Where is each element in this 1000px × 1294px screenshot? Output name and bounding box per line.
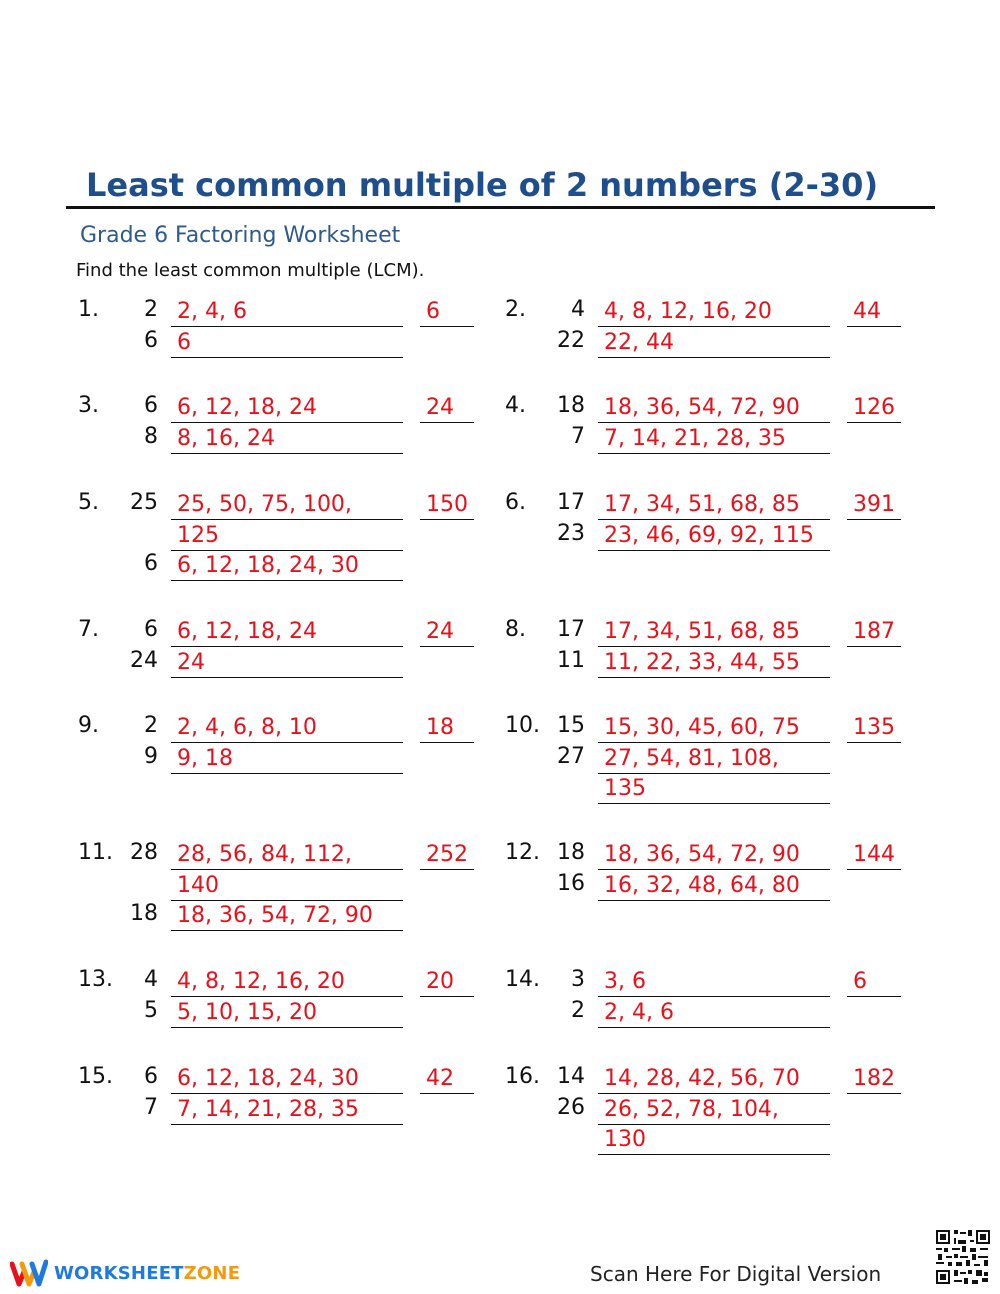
multiples-b-line[interactable]: 9, 18	[171, 744, 403, 774]
number-b: 2	[571, 997, 585, 1023]
problem-number: 14.	[505, 967, 540, 992]
multiples-b-line[interactable]: 16, 32, 48, 64, 80	[598, 871, 830, 901]
problem-10	[505, 713, 945, 803]
worksheet-subtitle: Grade 6 Factoring Worksheet	[80, 223, 401, 248]
problem-1	[78, 297, 518, 387]
problem-number: 10.	[505, 713, 540, 738]
multiples-a-line[interactable]: 2, 4, 6, 8, 10	[171, 713, 403, 743]
worksheet-title: Least common multiple of 2 numbers (2-30)	[86, 166, 879, 204]
multiples-b-line[interactable]: 27, 54, 81, 108,	[598, 744, 830, 774]
number-b: 11	[557, 647, 585, 673]
problem-number: 1.	[78, 297, 99, 322]
number-a: 2	[144, 713, 158, 738]
multiples-a-line[interactable]: 6, 12, 18, 24, 30	[171, 1064, 403, 1094]
lcm-answer[interactable]: 20	[420, 967, 474, 997]
multiples-b-line[interactable]: 11, 22, 33, 44, 55	[598, 648, 830, 678]
lcm-answer[interactable]: 187	[847, 617, 901, 647]
lcm-answer[interactable]: 18	[420, 713, 474, 743]
problem-number: 13.	[78, 967, 113, 992]
multiples-b-line[interactable]: 130	[598, 1125, 830, 1155]
multiples-a-line[interactable]: 17, 34, 51, 68, 85	[598, 617, 830, 647]
number-b: 26	[557, 1094, 585, 1120]
title-divider	[66, 206, 935, 209]
multiples-b-line[interactable]: 2, 4, 6	[598, 998, 830, 1028]
brand-name	[54, 1263, 240, 1284]
number-b: 16	[557, 870, 585, 896]
problem-6	[505, 490, 945, 580]
number-b: 9	[144, 743, 158, 769]
number-a: 14	[557, 1064, 585, 1089]
number-b: 6	[144, 551, 158, 576]
problem-number: 12.	[505, 840, 540, 865]
multiples-a-line[interactable]: 125	[171, 521, 403, 551]
number-a: 3	[571, 967, 585, 992]
number-b: 23	[557, 520, 585, 546]
problem-number: 6.	[505, 490, 526, 515]
multiples-b-line[interactable]: 135	[598, 774, 830, 804]
multiples-a-line[interactable]: 15, 30, 45, 60, 75	[598, 713, 830, 743]
number-a: 2	[144, 297, 158, 322]
number-b: 6	[144, 327, 158, 353]
problem-number: 7.	[78, 617, 99, 642]
multiples-a-line[interactable]: 18, 36, 54, 72, 90	[598, 393, 830, 423]
worksheetzone-logo-icon	[10, 1258, 48, 1288]
multiples-b-line[interactable]: 6, 12, 18, 24, 30	[171, 551, 403, 581]
number-a: 6	[144, 617, 158, 642]
problem-number: 3.	[78, 393, 99, 418]
problem-16	[505, 1064, 945, 1154]
problem-number: 11.	[78, 840, 113, 865]
problem-number: 8.	[505, 617, 526, 642]
number-a: 18	[557, 393, 585, 418]
multiples-a-line[interactable]: 6, 12, 18, 24	[171, 393, 403, 423]
lcm-answer[interactable]: 135	[847, 713, 901, 743]
problem-3	[78, 393, 518, 483]
number-a: 17	[557, 490, 585, 515]
multiples-a-line[interactable]: 2, 4, 6	[171, 297, 403, 327]
number-b: 22	[557, 327, 585, 353]
number-a: 18	[557, 840, 585, 865]
lcm-answer[interactable]: 42	[420, 1064, 474, 1094]
problem-number: 15.	[78, 1064, 113, 1089]
number-b: 7	[144, 1094, 158, 1120]
problem-5	[78, 490, 518, 580]
multiples-a-line[interactable]: 17, 34, 51, 68, 85	[598, 490, 830, 520]
qr-code-icon[interactable]	[934, 1228, 992, 1286]
number-b: 7	[571, 423, 585, 449]
multiples-a-line[interactable]: 6, 12, 18, 24	[171, 617, 403, 647]
problem-number: 5.	[78, 490, 99, 515]
number-b: 8	[144, 423, 158, 449]
multiples-a-line[interactable]: 3, 6	[598, 967, 830, 997]
problem-number: 9.	[78, 713, 99, 738]
problem-number: 16.	[505, 1064, 540, 1089]
problem-number: 2.	[505, 297, 526, 322]
number-a: 4	[144, 967, 158, 992]
number-b: 27	[557, 743, 585, 769]
lcm-answer[interactable]: 24	[420, 393, 474, 423]
multiples-b-line[interactable]: 6	[171, 328, 403, 358]
number-a: 15	[557, 713, 585, 738]
lcm-answer[interactable]: 44	[847, 297, 901, 327]
multiples-a-line[interactable]: 25, 50, 75, 100,	[171, 490, 403, 520]
lcm-answer[interactable]: 252	[420, 840, 474, 870]
multiples-b-line[interactable]: 8, 16, 24	[171, 424, 403, 454]
multiples-a-line[interactable]: 18, 36, 54, 72, 90	[598, 840, 830, 870]
number-a: 6	[144, 1064, 158, 1089]
multiples-b-line[interactable]: 18, 36, 54, 72, 90	[171, 901, 403, 931]
multiples-b-line[interactable]: 5, 10, 15, 20	[171, 998, 403, 1028]
problem-8	[505, 617, 945, 707]
lcm-answer[interactable]: 126	[847, 393, 901, 423]
brand-name-main: WORKSHEET	[54, 1262, 184, 1284]
brand-name-accent: ZONE	[183, 1262, 241, 1284]
lcm-answer[interactable]: 182	[847, 1064, 901, 1094]
brand-logo	[10, 1256, 240, 1290]
lcm-answer[interactable]: 6	[847, 967, 901, 997]
lcm-answer[interactable]: 391	[847, 490, 901, 520]
lcm-answer[interactable]: 150	[420, 490, 474, 520]
multiples-b-line[interactable]: 23, 46, 69, 92, 115	[598, 521, 830, 551]
number-a: 25	[130, 490, 158, 515]
problem-7	[78, 617, 518, 707]
number-b: 24	[130, 647, 158, 673]
multiples-b-line[interactable]: 22, 44	[598, 328, 830, 358]
problem-12	[505, 840, 945, 930]
lcm-answer[interactable]: 24	[420, 617, 474, 647]
number-a: 17	[557, 617, 585, 642]
multiples-b-line[interactable]: 7, 14, 21, 28, 35	[598, 424, 830, 454]
problem-number: 4.	[505, 393, 526, 418]
number-a: 6	[144, 393, 158, 418]
problem-2	[505, 297, 945, 387]
number-a: 28	[130, 840, 158, 865]
lcm-answer[interactable]: 6	[420, 297, 474, 327]
number-a: 4	[571, 297, 585, 322]
instructions: Find the least common multiple (LCM).	[76, 260, 425, 281]
problem-4	[505, 393, 945, 483]
number-b: 18	[130, 901, 158, 926]
multiples-b-line[interactable]: 7, 14, 21, 28, 35	[171, 1095, 403, 1125]
scan-prompt: Scan Here For Digital Version	[590, 1262, 882, 1286]
number-b: 5	[144, 997, 158, 1023]
lcm-answer[interactable]: 144	[847, 840, 901, 870]
multiples-a-line[interactable]: 140	[171, 871, 403, 901]
multiples-a-line[interactable]: 14, 28, 42, 56, 70	[598, 1064, 830, 1094]
multiples-b-line[interactable]: 24	[171, 648, 403, 678]
problem-15	[78, 1064, 518, 1154]
multiples-a-line[interactable]: 28, 56, 84, 112,	[171, 840, 403, 870]
problem-11	[78, 840, 518, 930]
multiples-b-line[interactable]: 26, 52, 78, 104,	[598, 1095, 830, 1125]
problem-14	[505, 967, 945, 1057]
problem-9	[78, 713, 518, 803]
problem-13	[78, 967, 518, 1057]
multiples-a-line[interactable]: 4, 8, 12, 16, 20	[171, 967, 403, 997]
multiples-a-line[interactable]: 4, 8, 12, 16, 20	[598, 297, 830, 327]
